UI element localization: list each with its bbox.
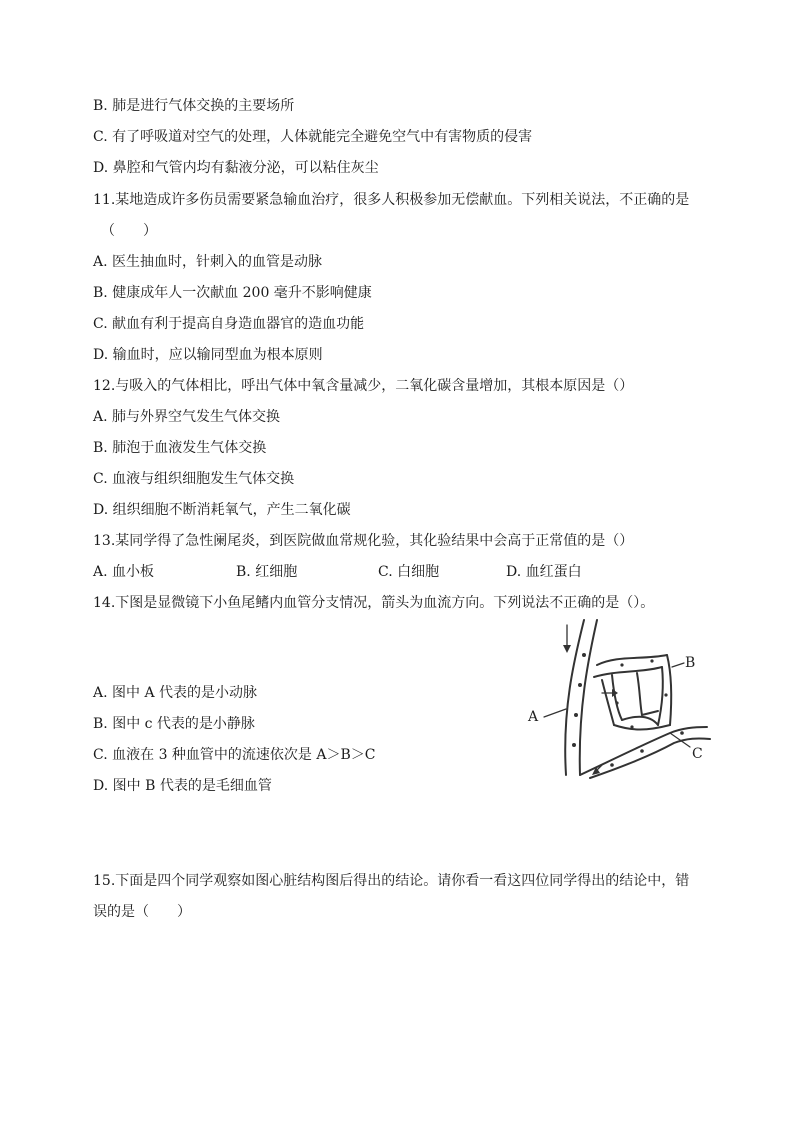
q10-option-d: D. 鼻腔和气管内均有黏液分泌，可以粘住灰尘 [93,160,379,176]
q13-option-b: B. 红细胞 [236,564,298,580]
q13-stem: 13.某同学得了急性阑尾炎，到医院做血常规化验，其化验结果中会高于正常值的是（） [93,533,634,549]
q11-stem: 11.某地造成许多伤员需要紧急输血治疗，很多人积极参加无偿献血。下列相关说法，不正确的是 [93,192,690,208]
label-c: C [692,746,703,762]
arrow-icon [563,645,571,653]
q13-option-a: A. 血小板 [93,564,155,580]
blood-vessel-figure [522,615,712,780]
q14-option-d: D. 图中 B 代表的是毛细血管 [93,778,272,794]
q11-option-d: D. 输血时，应以输同型血为根本原则 [93,347,323,363]
q13-option-d: D. 血红蛋白 [506,564,582,580]
vessel-a-outline-left [565,620,584,775]
q12-stem: 12.与吸入的气体相比，呼出气体中氧含量减少，二氧化碳含量增加，其根本原因是（） [93,378,634,394]
q11-option-c: C. 献血有利于提高自身造血器官的造血功能 [93,316,365,332]
q11-answer-blank: （ ） [101,223,157,239]
q12-option-b: B. 肺泡于血液发生气体交换 [93,440,267,456]
vessel-a-outline-right [580,620,597,775]
q15-stem-line1: 15.下面是四个同学观察如图心脏结构图后得出的结论。请你看一看这四位同学得出的结论中，错 [93,873,690,889]
q10-option-b: B. 肺是进行气体交换的主要场所 [93,98,295,114]
q14-stem: 14.下图是显微镜下小鱼尾鳍内血管分支情况，箭头为血流方向。下列说法不正确的是（）。 [93,595,655,611]
q13-option-c: C. 白细胞 [378,564,440,580]
q11-option-a: A. 医生抽血时，针刺入的血管是动脉 [93,254,323,270]
q15-stem-line2: 误的是（ ） [93,904,191,920]
q14-option-c: C. 血液在 3 种血管中的流速依次是 A＞B＞C [93,747,376,763]
q12-option-d: D. 组织细胞不断消耗氧气，产生二氧化碳 [93,502,351,518]
q14-option-a: A. 图中 A 代表的是小动脉 [93,685,258,701]
q14-option-b: B. 图中 c 代表的是小静脉 [93,716,255,732]
q11-option-b: B. 健康成年人一次献血 200 毫升不影响健康 [93,285,372,301]
q12-option-a: A. 肺与外界空气发生气体交换 [93,409,281,425]
q12-option-c: C. 血液与组织细胞发生气体交换 [93,471,295,487]
label-b: B [685,655,696,671]
label-a: A [528,709,539,725]
q10-option-c: C. 有了呼吸道对空气的处理，人体就能完全避免空气中有害物质的侵害 [93,129,533,145]
